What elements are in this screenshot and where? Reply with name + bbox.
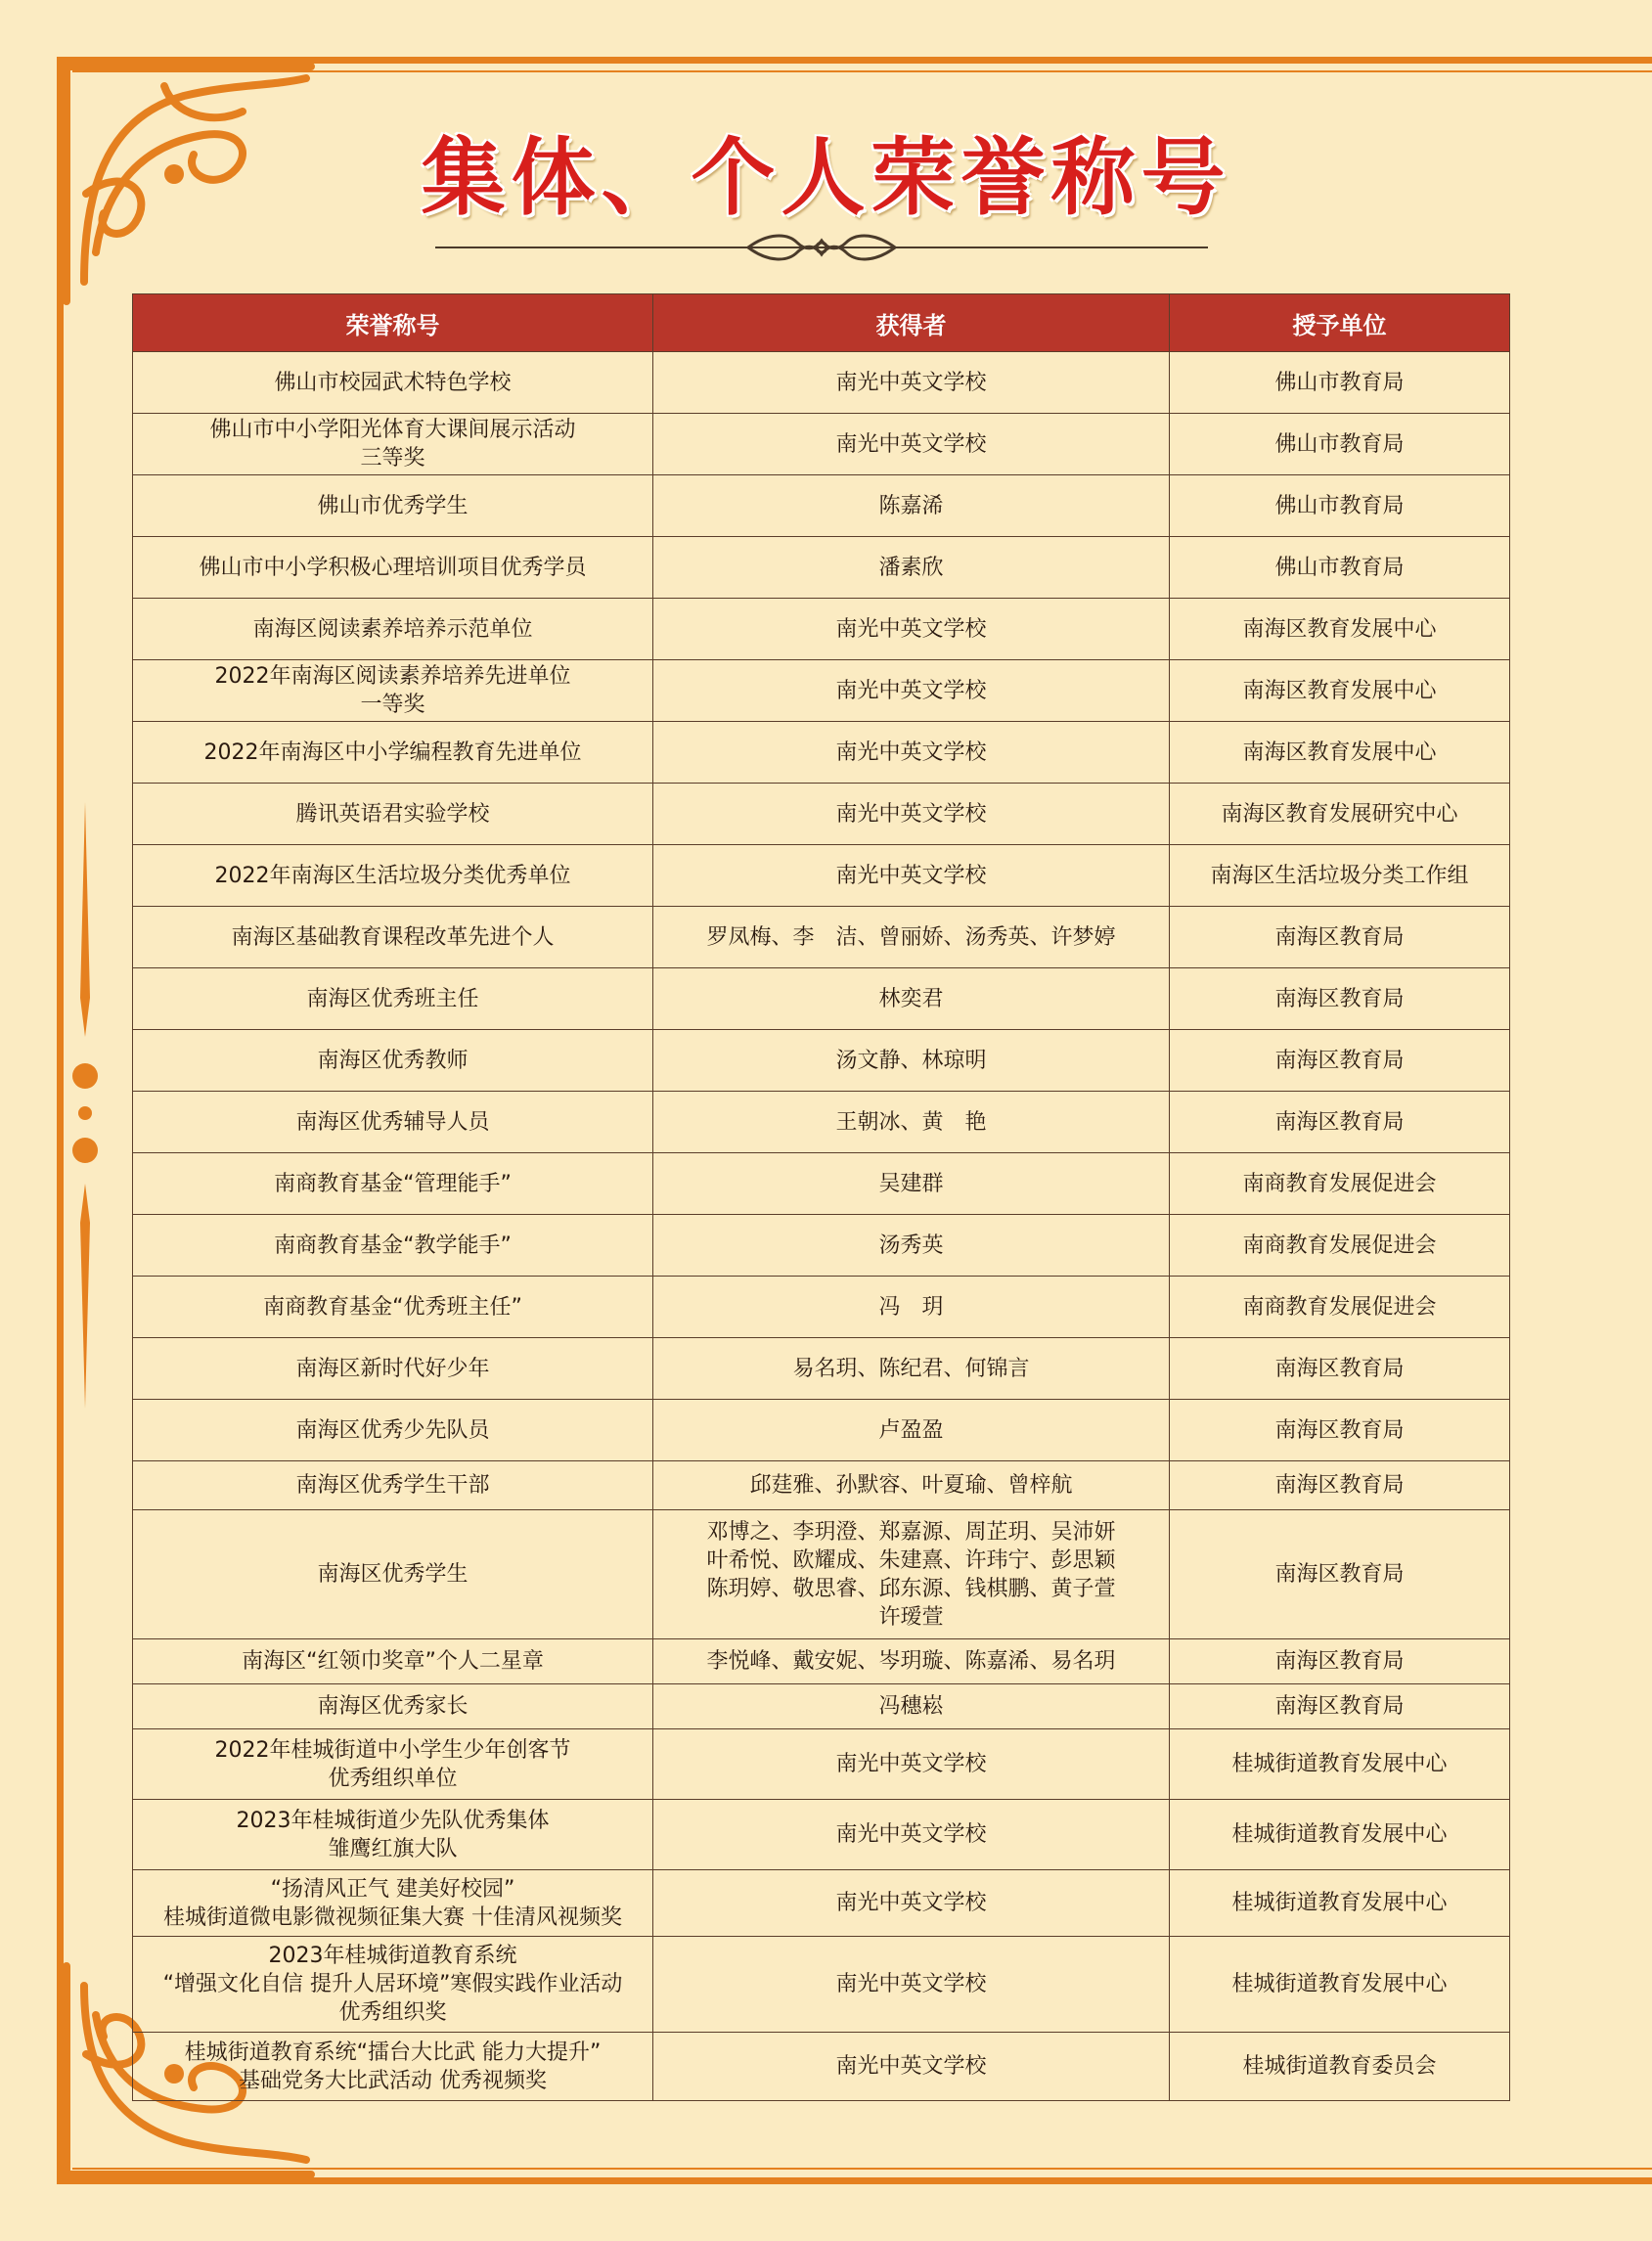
honor-cell: 桂城街道教育系统“擂台大比武 能力大提升” 基础党务大比武活动 优秀视频奖 — [133, 2033, 653, 2101]
grantor-cell: 南海区教育局 — [1170, 968, 1510, 1030]
grantor-cell: 佛山市教育局 — [1170, 475, 1510, 537]
grantor-cell: 南商教育发展促进会 — [1170, 1277, 1510, 1338]
frame-left-border — [57, 57, 64, 2184]
grantor-cell: 南海区教育局 — [1170, 907, 1510, 968]
table-row — [133, 1937, 1510, 2033]
grantor-cell: 佛山市教育局 — [1170, 414, 1510, 475]
table-row — [133, 475, 1510, 537]
recipient-cell: 罗凤梅、李 洁、曾丽娇、汤秀英、许梦婷 — [653, 907, 1170, 968]
honor-cell: 南海区优秀家长 — [133, 1684, 653, 1729]
honor-cell: 南海区阅读素养培养示范单位 — [133, 599, 653, 660]
grantor-cell: 南海区教育局 — [1170, 1030, 1510, 1092]
recipient-cell: 陈嘉浠 — [653, 475, 1170, 537]
recipient-cell: 易名玥、陈纪君、何锦言 — [653, 1338, 1170, 1400]
recipient-cell: 吴建群 — [653, 1153, 1170, 1215]
honor-cell: “扬清风正气 建美好校园” 桂城街道微电影微视频征集大赛 十佳清风视频奖 — [133, 1870, 653, 1937]
recipient-cell: 南光中英文学校 — [653, 722, 1170, 784]
ornamental-divider-icon — [435, 231, 1208, 264]
table-row — [133, 1400, 1510, 1461]
honor-cell: 南海区基础教育课程改革先进个人 — [133, 907, 653, 968]
grantor-cell: 桂城街道教育发展中心 — [1170, 1800, 1510, 1870]
honor-cell: 佛山市中小学阳光体育大课间展示活动 三等奖 — [133, 414, 653, 475]
table-row — [133, 784, 1510, 845]
table-row — [133, 1870, 1510, 1937]
honor-cell: 南海区优秀学生干部 — [133, 1461, 653, 1510]
recipient-cell: 南光中英文学校 — [653, 784, 1170, 845]
table-row — [133, 1800, 1510, 1870]
recipient-cell: 王朝冰、黄 艳 — [653, 1092, 1170, 1153]
table-row — [133, 1338, 1510, 1400]
recipient-cell: 南光中英文学校 — [653, 845, 1170, 907]
grantor-cell: 南海区教育发展中心 — [1170, 660, 1510, 722]
grantor-cell: 南海区教育局 — [1170, 1639, 1510, 1684]
recipient-cell: 冯穗崧 — [653, 1684, 1170, 1729]
grantor-cell: 桂城街道教育发展中心 — [1170, 1870, 1510, 1937]
table-row — [133, 1092, 1510, 1153]
table-row — [133, 1684, 1510, 1729]
honor-cell: 腾讯英语君实验学校 — [133, 784, 653, 845]
honor-cell: 南海区优秀班主任 — [133, 968, 653, 1030]
honor-cell: 佛山市优秀学生 — [133, 475, 653, 537]
grantor-cell: 南海区教育发展中心 — [1170, 599, 1510, 660]
table-row — [133, 968, 1510, 1030]
table-row — [133, 1277, 1510, 1338]
honor-cell: 2023年桂城街道少先队优秀集体 雏鹰红旗大队 — [133, 1800, 653, 1870]
table-row — [133, 352, 1510, 414]
honor-cell: 南海区“红领巾奖章”个人二星章 — [133, 1639, 653, 1684]
recipient-cell: 南光中英文学校 — [653, 1800, 1170, 1870]
recipient-cell: 李悦峰、戴安妮、岑玥璇、陈嘉浠、易名玥 — [653, 1639, 1170, 1684]
table-row — [133, 1510, 1510, 1639]
grantor-cell: 桂城街道教育发展中心 — [1170, 1729, 1510, 1800]
honor-cell: 南海区新时代好少年 — [133, 1338, 653, 1400]
grantor-cell: 南商教育发展促进会 — [1170, 1215, 1510, 1277]
grantor-cell: 佛山市教育局 — [1170, 537, 1510, 599]
column-header-recipient: 获得者 — [653, 294, 1170, 352]
grantor-cell: 桂城街道教育发展中心 — [1170, 1937, 1510, 2033]
table-row — [133, 845, 1510, 907]
grantor-cell: 南海区教育局 — [1170, 1684, 1510, 1729]
recipient-cell: 南光中英文学校 — [653, 660, 1170, 722]
table-row — [133, 1215, 1510, 1277]
grantor-cell: 南海区教育局 — [1170, 1510, 1510, 1639]
table-header-row — [133, 294, 1510, 352]
table-row — [133, 1153, 1510, 1215]
honor-cell: 南商教育基金“管理能手” — [133, 1153, 653, 1215]
recipient-cell: 汤秀英 — [653, 1215, 1170, 1277]
table-row — [133, 414, 1510, 475]
table-row — [133, 722, 1510, 784]
recipient-cell: 南光中英文学校 — [653, 414, 1170, 475]
honor-cell: 2022年南海区中小学编程教育先进单位 — [133, 722, 653, 784]
grantor-cell: 桂城街道教育委员会 — [1170, 2033, 1510, 2101]
honor-cell: 南商教育基金“优秀班主任” — [133, 1277, 653, 1338]
honor-cell: 2022年桂城街道中小学生少年创客节 优秀组织单位 — [133, 1729, 653, 1800]
honor-cell: 佛山市中小学积极心理培训项目优秀学员 — [133, 537, 653, 599]
grantor-cell: 南海区生活垃圾分类工作组 — [1170, 845, 1510, 907]
grantor-cell: 南海区教育发展中心 — [1170, 722, 1510, 784]
recipient-cell: 南光中英文学校 — [653, 1870, 1170, 1937]
side-ornament-icon — [68, 802, 102, 1409]
recipient-cell: 南光中英文学校 — [653, 599, 1170, 660]
table-row — [133, 537, 1510, 599]
honor-cell: 南海区优秀少先队员 — [133, 1400, 653, 1461]
column-header-grantor: 授予单位 — [1170, 294, 1510, 352]
recipient-cell: 南光中英文学校 — [653, 1729, 1170, 1800]
recipient-cell: 潘素欣 — [653, 537, 1170, 599]
honor-cell: 南商教育基金“教学能手” — [133, 1215, 653, 1277]
recipient-cell: 南光中英文学校 — [653, 2033, 1170, 2101]
recipient-cell: 卢盈盈 — [653, 1400, 1170, 1461]
recipient-cell: 邱莛雅、孙默容、叶夏瑜、曾梓航 — [653, 1461, 1170, 1510]
grantor-cell: 南海区教育发展研究中心 — [1170, 784, 1510, 845]
recipient-cell: 林奕君 — [653, 968, 1170, 1030]
honor-cell: 2022年南海区生活垃圾分类优秀单位 — [133, 845, 653, 907]
column-header-honor: 荣誉称号 — [133, 294, 653, 352]
recipient-cell: 冯 玥 — [653, 1277, 1170, 1338]
page-title: 集体、个人荣誉称号 — [421, 129, 1231, 227]
recipient-cell: 南光中英文学校 — [653, 1937, 1170, 2033]
table-row — [133, 1729, 1510, 1800]
grantor-cell: 南海区教育局 — [1170, 1461, 1510, 1510]
honor-cell: 2022年南海区阅读素养培养先进单位 一等奖 — [133, 660, 653, 722]
honor-cell: 南海区优秀学生 — [133, 1510, 653, 1639]
recipient-cell: 邓博之、李玥澄、郑嘉源、周芷玥、吴沛妍 叶希悦、欧耀成、朱建熹、许玮宁、彭思颖 陈玥婷、敬思睿、邱东源、钱棋鹏、黄子萱 许瑷萱 — [653, 1510, 1170, 1639]
honor-cell: 2023年桂城街道教育系统 “增强文化自信 提升人居环境”寒假实践作业活动 优秀组织奖 — [133, 1937, 653, 2033]
table-row — [133, 2033, 1510, 2101]
grantor-cell: 南海区教育局 — [1170, 1338, 1510, 1400]
honor-cell: 南海区优秀辅导人员 — [133, 1092, 653, 1153]
table-row — [133, 599, 1510, 660]
grantor-cell: 佛山市教育局 — [1170, 352, 1510, 414]
table-row — [133, 660, 1510, 722]
recipient-cell: 汤文静、林琼明 — [653, 1030, 1170, 1092]
grantor-cell: 南海区教育局 — [1170, 1400, 1510, 1461]
recipient-cell: 南光中英文学校 — [653, 352, 1170, 414]
grantor-cell: 南商教育发展促进会 — [1170, 1153, 1510, 1215]
honor-cell: 佛山市校园武术特色学校 — [133, 352, 653, 414]
table-row — [133, 1030, 1510, 1092]
table-row — [133, 907, 1510, 968]
table-row — [133, 1461, 1510, 1510]
table-row — [133, 1639, 1510, 1684]
grantor-cell: 南海区教育局 — [1170, 1092, 1510, 1153]
awards-table — [132, 293, 1510, 2101]
honor-cell: 南海区优秀教师 — [133, 1030, 653, 1092]
